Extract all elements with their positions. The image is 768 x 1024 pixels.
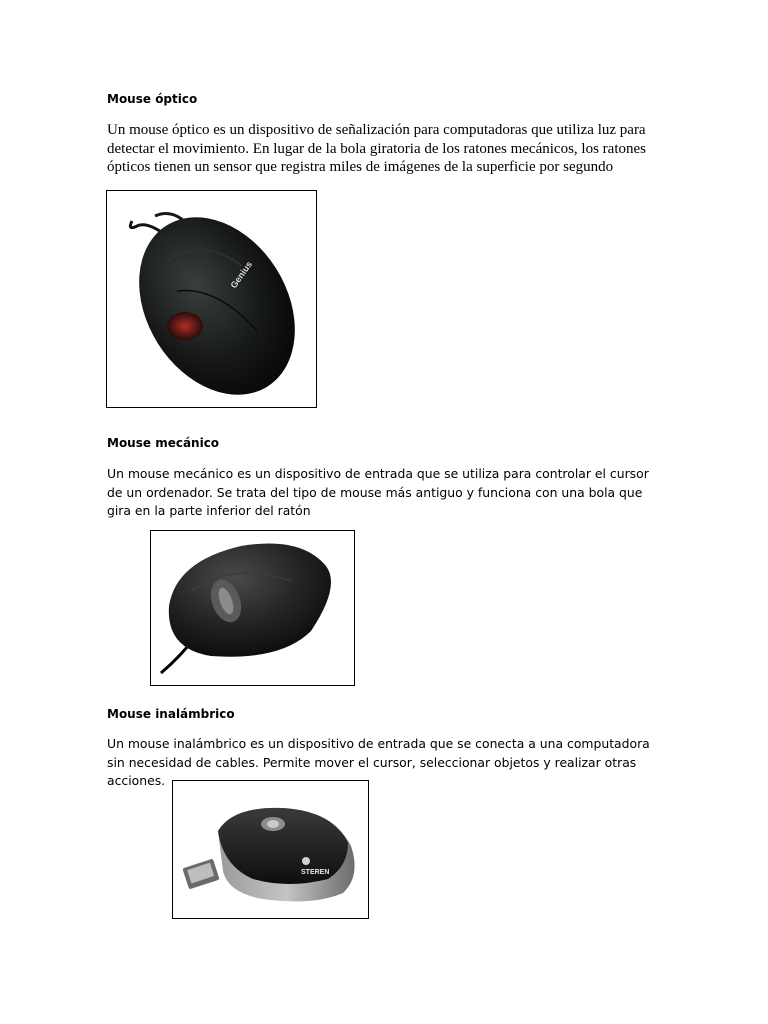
optical-mouse-drawing [107,191,316,407]
wireless-mouse-drawing [173,781,368,918]
mechanical-mouse-drawing [151,531,354,685]
section-text-wireless: Un mouse inalámbrico es un dispositivo de entrada que se conecta a una computadora sin necesidad de cables. Permite mover el cursor, seleccionar objetos y realizar otras acciones. [107,736,650,788]
section-title-wireless: Mouse inalámbrico [107,707,235,721]
wireless-mouse-image [172,780,369,919]
mechanical-mouse-image [150,530,355,686]
section-text-optical: Un mouse óptico es un dispositivo de señalización para computadoras que utiliza luz para detectar el movimiento. En lugar de la bola giratoria de los ratones mecánicos, los ratones ópticos tienen un sensor que registra miles de imágenes de la superficie por segundo [107,122,646,175]
section-title-optical: Mouse óptico [107,92,198,106]
wireless-mouse-brand: STEREN [301,869,330,876]
optical-mouse-brand: Genius [228,259,255,291]
section-title-mechanical: Mouse mecánico [107,436,220,450]
section-text-mechanical: Un mouse mecánico es un dispositivo de entrada que se utiliza para controlar el cursor de un ordenador. Se trata del tipo de mouse más antiguo y funciona con una bola que gira en la parte inferior del ratón [107,466,649,518]
optical-mouse-image [106,190,317,408]
